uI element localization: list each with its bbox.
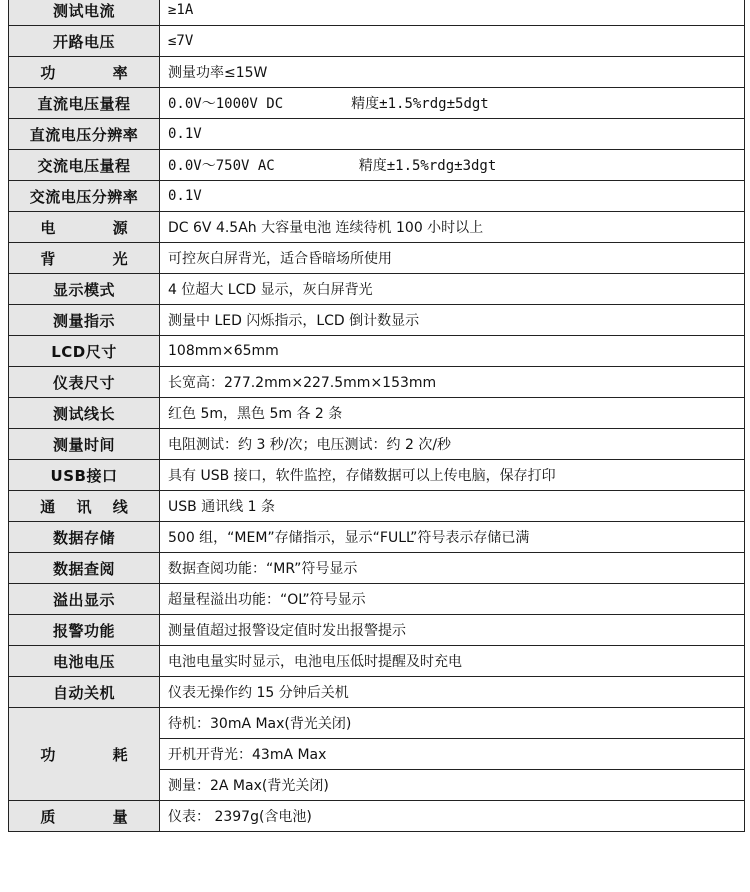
row-value: 0.0V～750V AC 精度±1.5%rdg±3dgt: [160, 150, 745, 181]
row-label: 电 源: [9, 212, 160, 243]
table-row: [9, 398, 745, 429]
row-value: USB 通讯线 1 条: [160, 491, 745, 522]
row-value: DC 6V 4.5Ah 大容量电池 连续待机 100 小时以上: [160, 212, 745, 243]
row-value: ≤7V: [160, 26, 745, 57]
weight-label: 质 量: [9, 801, 160, 832]
table-row: [9, 522, 745, 553]
row-label: 测量时间: [9, 429, 160, 460]
row-value: 红色 5m，黑色 5m 各 2 条: [160, 398, 745, 429]
table-row: [9, 801, 745, 832]
row-label: LCD尺寸: [9, 336, 160, 367]
row-label: 背 光: [9, 243, 160, 274]
table-row: [9, 367, 745, 398]
table-row: [9, 460, 745, 491]
row-label: 交流电压量程: [9, 150, 160, 181]
row-label: 报警功能: [9, 615, 160, 646]
row-label: 功 率: [9, 57, 160, 88]
table-row: [9, 553, 745, 584]
table-row: [9, 0, 745, 26]
row-label: 显示模式: [9, 274, 160, 305]
row-label: 开路电压: [9, 26, 160, 57]
power-label: 功 耗: [9, 708, 160, 801]
row-value: 4 位超大 LCD 显示，灰白屏背光: [160, 274, 745, 305]
row-label: 数据查阅: [9, 553, 160, 584]
blank-footer: [0, 836, 750, 892]
row-value: 电阻测试：约 3 秒/次；电压测试：约 2 次/秒: [160, 429, 745, 460]
row-value: 0.0V～1000V DC 精度±1.5%rdg±5dgt: [160, 88, 745, 119]
row-label: 直流电压分辨率: [9, 119, 160, 150]
table-row: [9, 212, 745, 243]
row-label: 直流电压量程: [9, 88, 160, 119]
row-value: 可控灰白屏背光，适合昏暗场所使用: [160, 243, 745, 274]
weight-value: 仪表： 2397g(含电池): [160, 801, 745, 832]
row-label: 测试电流: [9, 0, 160, 26]
table-row: [9, 57, 745, 88]
row-label: 数据存储: [9, 522, 160, 553]
power-value-measure: 测量：2A Max(背光关闭): [160, 770, 745, 801]
row-value: 电池电量实时显示，电池电压低时提醒及时充电: [160, 646, 745, 677]
table-row: [9, 491, 745, 522]
table-row: [9, 119, 745, 150]
row-value: 长宽高：277.2mm×227.5mm×153mm: [160, 367, 745, 398]
row-label: 测试线长: [9, 398, 160, 429]
row-label: 仪表尺寸: [9, 367, 160, 398]
table-row: [9, 584, 745, 615]
row-label: 自动关机: [9, 677, 160, 708]
row-value: 500 组，“MEM”存储指示，显示“FULL”符号表示存储已满: [160, 522, 745, 553]
row-label: USB接口: [9, 460, 160, 491]
table-row: [9, 243, 745, 274]
table-row: [9, 274, 745, 305]
row-label: 交流电压分辨率: [9, 181, 160, 212]
table-row: [9, 677, 745, 708]
row-value: 0.1V: [160, 181, 745, 212]
row-label: 测量指示: [9, 305, 160, 336]
row-value: 测量功率≤15W: [160, 57, 745, 88]
table-row: [9, 26, 745, 57]
table-row: [9, 150, 745, 181]
row-value: 数据查阅功能：“MR”符号显示: [160, 553, 745, 584]
table-row: [9, 615, 745, 646]
table-row: [9, 708, 745, 739]
table-row: [9, 88, 745, 119]
row-value: 具有 USB 接口，软件监控，存储数据可以上传电脑，保存打印: [160, 460, 745, 491]
power-value-standby: 待机：30mA Max(背光关闭): [160, 708, 745, 739]
row-value: 仪表无操作约 15 分钟后关机: [160, 677, 745, 708]
table-row: [9, 429, 745, 460]
row-label: 溢出显示: [9, 584, 160, 615]
spec-table: [8, 0, 745, 832]
table-row: [9, 181, 745, 212]
row-value: 108mm×65mm: [160, 336, 745, 367]
table-row: [9, 305, 745, 336]
row-value: ≥1A: [160, 0, 745, 26]
row-label: 电池电压: [9, 646, 160, 677]
row-value: 测量值超过报警设定值时发出报警提示: [160, 615, 745, 646]
table-row: [9, 646, 745, 677]
row-value: 测量中 LED 闪烁指示，LCD 倒计数显示: [160, 305, 745, 336]
row-value: 0.1V: [160, 119, 745, 150]
power-value-backlight: 开机开背光：43mA Max: [160, 739, 745, 770]
row-value: 超量程溢出功能：“OL”符号显示: [160, 584, 745, 615]
table-row: [9, 336, 745, 367]
row-label: 通 讯 线: [9, 491, 160, 522]
